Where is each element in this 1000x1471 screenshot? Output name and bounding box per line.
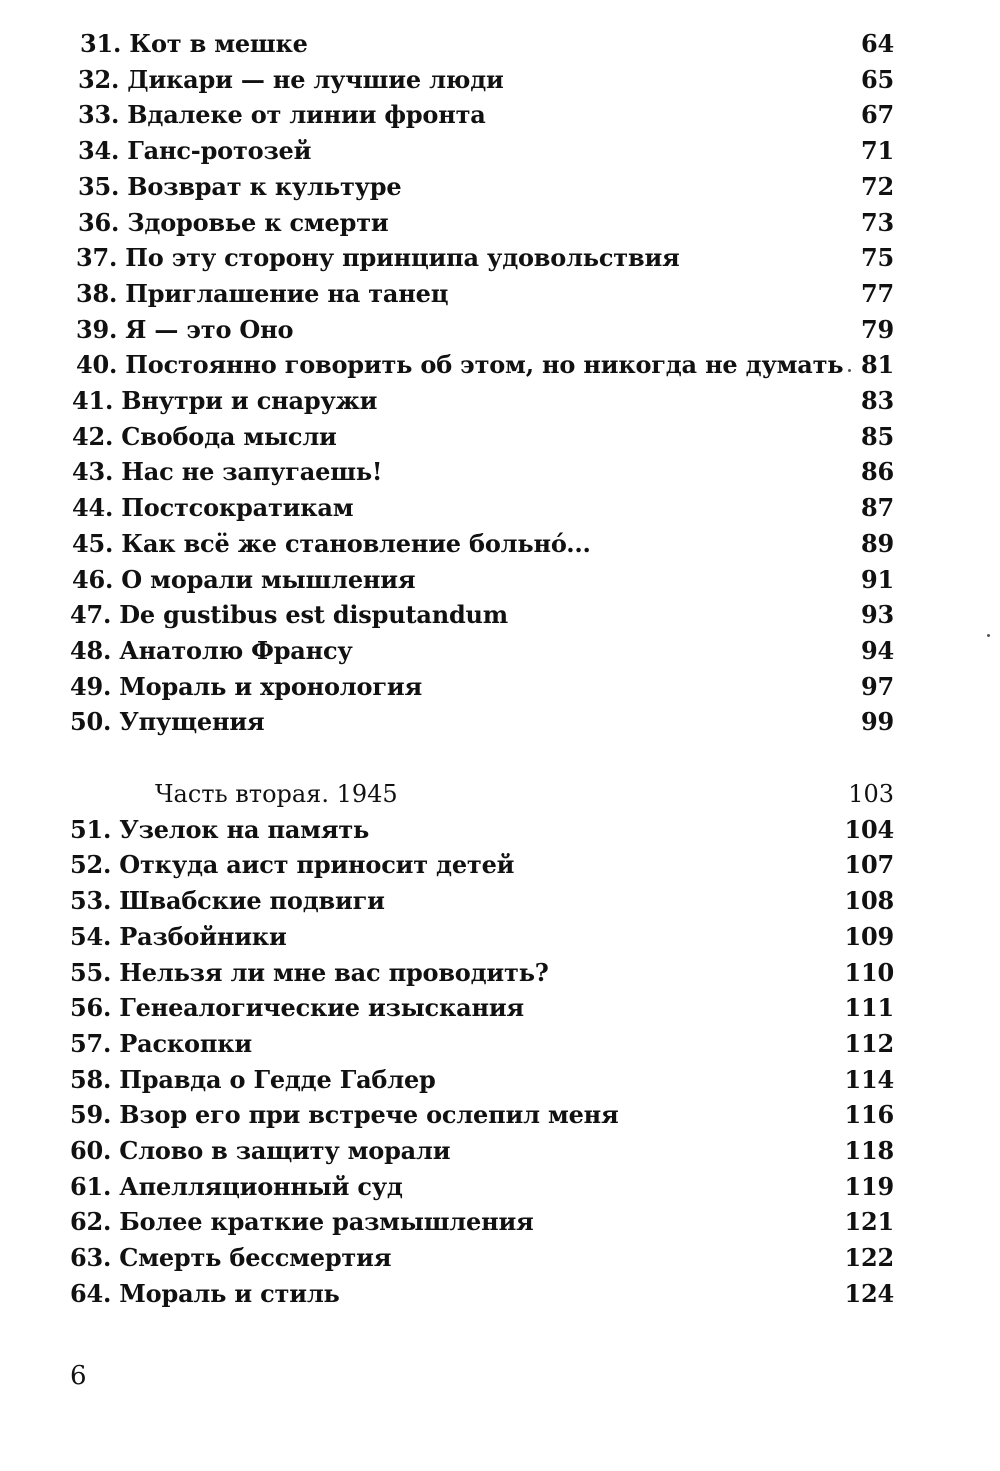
toc-entry-title: 37. По эту сторону принципа удовольствия [76,243,680,273]
toc-entry-page: 124 [844,1278,894,1308]
toc-entry-page: 86 [861,457,894,487]
toc-entry-page: 118 [844,1136,894,1165]
toc-entry-page: 72 [861,171,894,201]
toc-entry-page: 112 [844,1028,894,1058]
toc-entry [0,1026,1000,1062]
toc-entry [0,1240,1000,1276]
toc-entry-page: 77 [861,278,894,308]
toc-entry-page: 73 [861,207,894,237]
toc-entry-page: 110 [844,957,894,987]
toc-entry-page: 83 [861,386,894,415]
toc-entry [0,1133,1000,1169]
toc-entry [0,347,1000,383]
toc-entry-page: 116 [844,1100,894,1130]
toc-entry-page: 67 [861,100,894,130]
toc-entry [0,597,1000,633]
toc-entry-page: 111 [844,993,894,1023]
toc-entry-page: 119 [844,1171,894,1201]
toc-entry-title: 63. Смерть бессмертия [70,1243,392,1273]
toc-entry-title: 64. Мораль и стиль [70,1278,340,1308]
toc-entry-title: 45. Как всё же становление больнó... [72,528,591,558]
toc-entry [0,1062,1000,1098]
toc-entry-title: 32. Дикари — не лучшие люди [78,64,504,94]
toc-entry [0,633,1000,669]
toc-entry [0,312,1000,348]
toc-entry-title: 52. Откуда аист приносит детей [70,850,515,880]
toc-entry [0,26,1000,62]
toc-entry [0,383,1000,419]
toc-entry [0,240,1000,276]
toc-entry [0,883,1000,919]
toc-entry [0,490,1000,526]
toc-entry-title: 51. Узелок на память [70,814,370,844]
toc-entry-title: 47. De gustibus est disputandum [70,600,508,630]
toc-entry-page: 108 [844,886,894,916]
toc-entry [0,1097,1000,1133]
toc-entry-page: 85 [861,421,894,451]
scan-speck [987,634,990,637]
toc-entry-page: 122 [844,1243,894,1273]
toc-entry-title: 34. Ганс-ротозей [78,136,312,166]
toc-entry [0,419,1000,455]
toc-entry-title: 42. Свобода мысли [72,421,337,451]
toc-entry-title: 61. Апелляционный суд [70,1171,403,1201]
toc-entry [0,1276,1000,1312]
toc-entry-title: 49. Мораль и хронология [70,671,422,701]
toc-entry [0,847,1000,883]
toc-entry-title: 48. Анатолю Франсу [70,635,353,665]
toc-entry [0,562,1000,598]
section-heading [0,776,1000,812]
toc-entry-title: 53. Швабские подвиги [70,886,385,916]
toc-entry-title: 46. О морали мышления [72,564,416,594]
toc-entry-title: 60. Слово в защиту морали [70,1136,451,1165]
toc-entry-page: 104 [844,814,894,844]
toc-entry-title: 39. Я — это Оно [76,314,294,344]
toc-entry-title: 58. Правда о Гедде Габлер [70,1064,436,1094]
toc-entry-page: 64 [861,29,894,58]
toc-entry-title: 56. Генеалогические изыскания [70,993,524,1023]
toc-entry-page: 79 [861,314,894,344]
toc-entry-page: 94 [861,635,894,665]
toc-entry [0,812,1000,848]
toc-entry-page: 89 [861,528,894,558]
toc-entry-title: 50. Упущения [70,707,265,737]
toc-entry-page: 75 [861,243,894,273]
toc-entry-page: 91 [861,564,894,594]
toc-entry-page: 107 [844,850,894,880]
toc-entry-page: 71 [861,136,894,166]
toc-entry-title: 57. Раскопки [70,1028,252,1058]
toc-entry-page: 87 [861,493,894,523]
toc-entry-title: 35. Возврат к культуре [78,171,402,201]
toc-entry-title: 36. Здоровье к смерти [78,207,389,237]
toc-entry [0,704,1000,740]
toc-entry [0,62,1000,98]
toc-entry-page: 121 [844,1207,894,1237]
toc-entry-title: 54. Разбойники [70,921,287,951]
toc-entry-page: 114 [844,1064,894,1094]
toc-entry-title: 44. Постсократикам [72,493,354,523]
toc-entry-page: 99 [861,707,894,737]
toc-entry [0,169,1000,205]
toc-entry-page: 97 [861,671,894,701]
page-number: 6 [70,1361,87,1391]
toc-entry [0,1204,1000,1240]
toc-entry-title: 43. Нас не запугаешь! [72,457,383,487]
toc-entry [0,526,1000,562]
toc-entry-title: 38. Приглашение на танец [76,278,449,308]
toc-entry [0,1169,1000,1205]
toc-entry [0,919,1000,955]
toc-entry-page: 81 [861,350,894,380]
section-heading-title: Часть вторая. 1945 [155,780,398,808]
toc-entry-title: 33. Вдалеке от линии фронта [78,100,486,130]
toc-entry [0,133,1000,169]
toc-entry-title: 41. Внутри и снаружи [72,386,378,415]
toc-entry-title: 31. Кот в мешке [80,29,308,58]
toc-entry-title: 59. Взор его при встрече ослепил меня [70,1100,619,1130]
toc-entry [0,990,1000,1026]
toc-entry-title: 55. Нельзя ли мне вас проводить? [70,957,549,987]
toc-entry [0,205,1000,241]
toc-entry-page: 109 [844,921,894,951]
toc-entry-page: 65 [861,64,894,94]
toc-entry-title: 62. Более краткие размышления [70,1207,534,1237]
toc-entry [0,276,1000,312]
toc-entry [0,669,1000,705]
toc-entry-page: 93 [861,600,894,630]
toc-entry [0,955,1000,991]
scan-speck [848,369,851,372]
toc-entry [0,454,1000,490]
toc-entry-title: 40. Постоянно говорить об этом, но никогда не думать [76,350,844,380]
section-heading-page: 103 [848,780,894,808]
toc-entry [0,97,1000,133]
